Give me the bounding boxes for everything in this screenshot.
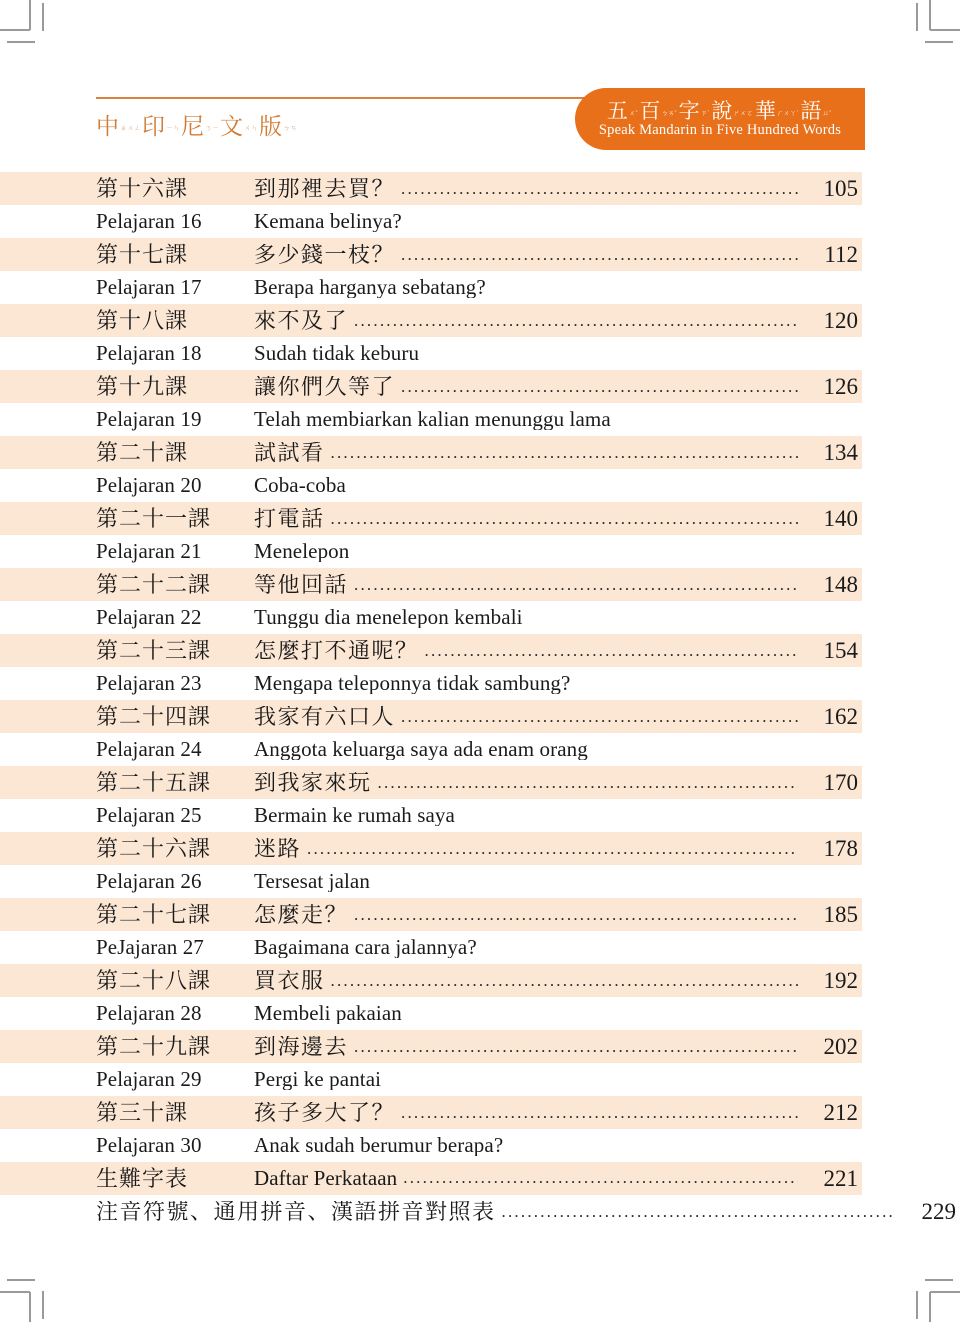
- toc-row-title-wrap: [254, 277, 960, 298]
- dot-leader: [378, 773, 798, 789]
- toc-row-label: Pelajaran 24: [96, 737, 202, 761]
- crop-mark-tl-v2: [42, 3, 44, 31]
- toc-row-label: 第十九課: [96, 373, 189, 399]
- crop-mark-tl-v: [29, 0, 31, 30]
- toc-row-title-wrap: [254, 838, 802, 860]
- dot-leader: [401, 179, 798, 195]
- toc-row[interactable]: [0, 865, 960, 898]
- toc-row-label: Pelajaran 29: [96, 1067, 202, 1091]
- toc-row[interactable]: [0, 931, 960, 964]
- toc-row-title: 怎麼打不通呢？: [254, 639, 419, 662]
- crop-mark-tl-h: [0, 29, 30, 31]
- toc-row-label: Pelajaran 21: [96, 539, 202, 563]
- toc-row-title: 打電話: [254, 507, 325, 530]
- toc-row-title-wrap: [254, 343, 960, 364]
- toc-row-title-wrap: [254, 574, 802, 596]
- toc-row[interactable]: [0, 1129, 960, 1162]
- toc-row-title: Sudah tidak keburu: [254, 343, 420, 364]
- toc-row[interactable]: [0, 1096, 862, 1129]
- toc-row[interactable]: [0, 1162, 862, 1195]
- bopomofo-ruby: ㄅㄢ: [283, 124, 297, 132]
- toc-row-label: 第二十課: [96, 439, 189, 465]
- crop-mark-tr-v: [929, 0, 931, 30]
- dot-leader: [354, 905, 798, 921]
- crop-mark-tr-h: [930, 29, 960, 31]
- toc-row-label: PeJajaran 27: [96, 935, 204, 959]
- toc-row-title: Tunggu dia menelepon kembali: [254, 607, 523, 628]
- han-character: 字: [678, 99, 700, 123]
- toc-row[interactable]: [0, 799, 960, 832]
- toc-row-title: 到那裡去買？: [254, 177, 396, 200]
- dot-leader: [331, 443, 798, 459]
- toc-row-title-wrap: [254, 772, 802, 794]
- toc-row[interactable]: [0, 832, 862, 865]
- toc-row[interactable]: [0, 535, 960, 568]
- toc-row-label: 第十八課: [96, 307, 189, 333]
- toc-row-title: 買衣服: [254, 969, 325, 992]
- toc-row[interactable]: [0, 370, 862, 403]
- toc-row-title-wrap: [254, 937, 960, 958]
- toc-row-title-wrap: [254, 871, 960, 892]
- toc-page-number: 212: [823, 1100, 858, 1125]
- toc-row-title-wrap: [254, 1168, 802, 1189]
- toc-row-title-wrap: [254, 1069, 960, 1090]
- toc-row-label: 第十七課: [96, 241, 189, 267]
- toc-row-label: 第二十八課: [96, 967, 212, 993]
- bopomofo-ruby: ㄧㄣ: [166, 124, 180, 132]
- dot-leader: [354, 1037, 798, 1053]
- toc-row-title: Menelepon: [254, 541, 350, 562]
- crop-mark-bl-v2: [42, 1291, 44, 1319]
- toc-row-title: 到我家來玩: [254, 771, 372, 794]
- toc-row-title: 讓你們久等了: [254, 375, 396, 398]
- banner-title-chinese: [575, 95, 865, 125]
- toc-page-number: 192: [823, 968, 858, 993]
- bopomofo-ruby: ㄨˇ: [628, 110, 638, 117]
- toc-row-title-wrap: [254, 508, 802, 530]
- toc-row-title: 來不及了: [254, 309, 349, 332]
- toc-row-label: Pelajaran 19: [96, 407, 202, 431]
- toc-page-number: 185: [823, 902, 858, 927]
- toc-row[interactable]: [0, 304, 862, 337]
- toc-row-label: Pelajaran 20: [96, 473, 202, 497]
- toc-row-title: 孩子多大了？: [254, 1101, 396, 1124]
- toc-row-title-wrap: [254, 442, 802, 464]
- toc-page-number: 229: [921, 1199, 956, 1224]
- crop-mark-tr-v2: [916, 3, 918, 31]
- toc-page-number: 140: [823, 506, 858, 531]
- toc-row-title: Mengapa teleponnya tidak sambung?: [254, 673, 571, 694]
- han-character: 語: [800, 99, 822, 123]
- toc-row-title: Daftar Perkataan: [254, 1168, 398, 1189]
- toc-row-title: 多少錢一枝？: [254, 243, 396, 266]
- toc-page-number: 105: [823, 176, 858, 201]
- toc-row[interactable]: [0, 733, 960, 766]
- toc-row-title-wrap: [254, 244, 802, 266]
- toc-row-title-wrap: [254, 475, 960, 496]
- toc-row[interactable]: [0, 436, 862, 469]
- han-character: 文: [220, 114, 244, 139]
- crop-mark-br-v: [929, 1292, 931, 1322]
- banner-title-english: Speak Mandarin in Five Hundred Words: [598, 122, 842, 138]
- toc-row-title: Pergi ke pantai: [254, 1069, 382, 1090]
- han-character: 印: [142, 114, 166, 139]
- toc-row-label: Pelajaran 25: [96, 803, 202, 827]
- toc-row[interactable]: [0, 271, 960, 304]
- bopomofo-ruby: ㄏㄨㄚˊ: [776, 110, 799, 117]
- toc-row-label: Pelajaran 23: [96, 671, 202, 695]
- toc-row-title-wrap: [254, 1036, 802, 1058]
- edition-label: [96, 108, 298, 141]
- toc-row-title-wrap: [254, 1003, 960, 1024]
- toc-row-title-wrap: [254, 904, 802, 926]
- toc-row[interactable]: [0, 700, 862, 733]
- toc-row-label: 第十六課: [96, 175, 189, 201]
- dot-leader: [425, 641, 798, 657]
- toc-row-title-wrap: [254, 739, 960, 760]
- toc-row[interactable]: [0, 1063, 960, 1096]
- toc-row[interactable]: [0, 601, 960, 634]
- toc-row-label: 生難字表: [96, 1165, 189, 1191]
- han-character: 五: [606, 99, 628, 123]
- toc-row-title: 怎麼走？: [254, 903, 349, 926]
- bopomofo-ruby: ㄗˋ: [700, 110, 710, 117]
- toc-page-number: 178: [823, 836, 858, 861]
- toc-row[interactable]: [0, 205, 960, 238]
- toc-row-title: 迷路: [254, 837, 302, 860]
- dot-leader: [403, 1168, 798, 1184]
- toc-row-title-wrap: [254, 409, 960, 430]
- crop-mark-bl-h: [0, 1291, 30, 1293]
- toc-row-title: Kemana belinya?: [254, 211, 402, 232]
- toc-row[interactable]: [0, 568, 862, 601]
- dot-leader: [307, 839, 798, 855]
- toc-row-title: 我家有六口人: [254, 705, 396, 728]
- bopomofo-ruby: ㄋㄧ: [205, 124, 219, 132]
- toc-row[interactable]: [0, 634, 862, 667]
- toc-row-title-wrap: [254, 640, 802, 662]
- toc-row-label: 第二十二課: [96, 571, 212, 597]
- toc-row-label: 第二十五課: [96, 769, 212, 795]
- crop-mark-br-h2: [925, 1279, 953, 1281]
- toc-row[interactable]: [0, 403, 960, 436]
- toc-row-title: 到海邊去: [254, 1035, 349, 1058]
- toc-row[interactable]: [0, 502, 862, 535]
- toc-row-title-wrap: [254, 1102, 802, 1124]
- dot-leader: [401, 245, 798, 261]
- bopomofo-ruby: ㄕㄨㄛ: [733, 110, 753, 117]
- toc-row[interactable]: [0, 997, 960, 1030]
- han-character: 版: [259, 114, 283, 139]
- bopomofo-ruby: ㄩˇ: [822, 110, 832, 117]
- dot-leader: [354, 575, 798, 591]
- toc-row-title-wrap: [254, 376, 802, 398]
- han-character: 華: [754, 99, 776, 123]
- toc-row[interactable]: [0, 1195, 960, 1228]
- toc-row[interactable]: [0, 964, 862, 997]
- crop-mark-tr-h2: [925, 41, 953, 43]
- dot-leader: [401, 707, 798, 723]
- toc-row-title: Telah membiarkan kalian menunggu lama: [254, 409, 611, 430]
- toc-row-label: Pelajaran 28: [96, 1001, 202, 1025]
- crop-mark-bl-h2: [7, 1279, 35, 1281]
- toc-row-title: Coba-coba: [254, 475, 346, 496]
- toc-row-title: Anak sudah berumur berapa?: [254, 1135, 504, 1156]
- toc-row-title-wrap: [254, 541, 960, 562]
- toc-row-title-wrap: [254, 211, 960, 232]
- toc-page-number: 134: [823, 440, 858, 465]
- toc-page-number: 112: [824, 242, 858, 267]
- toc-row-title-wrap: [254, 1135, 960, 1156]
- dot-leader: [331, 509, 798, 525]
- toc-row-title: 試試看: [254, 441, 325, 464]
- table-of-contents: [0, 172, 960, 1228]
- dot-leader: [401, 1103, 798, 1119]
- toc-row[interactable]: [0, 898, 862, 931]
- toc-row-label: Pelajaran 26: [96, 869, 202, 893]
- toc-row[interactable]: [0, 766, 862, 799]
- toc-row-label: 第二十九課: [96, 1033, 212, 1059]
- toc-row-label: 第三十課: [96, 1099, 189, 1125]
- page-header: [0, 88, 960, 158]
- toc-page-number: 162: [823, 704, 858, 729]
- toc-page-number: 126: [823, 374, 858, 399]
- toc-row-label: 第二十一課: [96, 505, 212, 531]
- toc-row-title-wrap: [254, 310, 802, 332]
- crop-mark-br-h: [930, 1291, 960, 1293]
- toc-row[interactable]: [0, 337, 960, 370]
- crop-mark-tl-h2: [7, 41, 35, 43]
- header-rule: [96, 97, 616, 99]
- toc-row-label: Pelajaran 30: [96, 1133, 202, 1157]
- toc-row-title: Anggota keluarga saya ada enam orang: [254, 739, 588, 760]
- toc-row[interactable]: [0, 469, 960, 502]
- toc-row-label: Pelajaran 17: [96, 275, 202, 299]
- toc-page-number: 202: [823, 1034, 858, 1059]
- toc-row-title: Bermain ke rumah saya: [254, 805, 455, 826]
- toc-row-title: Bagaimana cara jalannya?: [254, 937, 477, 958]
- toc-row[interactable]: [0, 1030, 862, 1063]
- toc-row-title-wrap: [254, 805, 960, 826]
- toc-row-label: 第二十三課: [96, 637, 212, 663]
- toc-row-title: Tersesat jalan: [254, 871, 370, 892]
- toc-row-label: Pelajaran 16: [96, 209, 202, 233]
- bopomofo-ruby: ㄓㄨㄥ: [120, 124, 141, 132]
- toc-row-title-wrap: [254, 970, 802, 992]
- toc-row-label: Pelajaran 22: [96, 605, 202, 629]
- toc-row[interactable]: [0, 238, 862, 271]
- toc-row-title-wrap: [254, 673, 960, 694]
- toc-page-number: 154: [823, 638, 858, 663]
- toc-page-number: 221: [823, 1166, 858, 1191]
- toc-row-title: 注音符號、通用拼音、漢語拼音對照表: [96, 1200, 496, 1223]
- toc-page-number: 170: [823, 770, 858, 795]
- toc-row-title: Membeli pakaian: [254, 1003, 402, 1024]
- toc-row-title-wrap: [96, 1201, 900, 1223]
- han-character: 說: [711, 99, 733, 123]
- han-character: 百: [639, 99, 661, 123]
- toc-row[interactable]: [0, 667, 960, 700]
- series-banner: [575, 88, 865, 150]
- crop-mark-br-v2: [916, 1291, 918, 1319]
- dot-leader: [401, 377, 798, 393]
- toc-row-title: 等他回話: [254, 573, 349, 596]
- toc-row-label: 第二十六課: [96, 835, 212, 861]
- toc-page-number: 120: [823, 308, 858, 333]
- toc-row[interactable]: [0, 172, 862, 205]
- toc-row-title: Berapa harganya sebatang?: [254, 277, 486, 298]
- bopomofo-ruby: ㄨㄣ: [244, 124, 258, 132]
- dot-leader: [354, 311, 798, 327]
- crop-mark-bl-v: [29, 1292, 31, 1322]
- toc-row-title-wrap: [254, 706, 802, 728]
- toc-row-title-wrap: [254, 607, 960, 628]
- toc-row-label: 第二十四課: [96, 703, 212, 729]
- toc-page-number: 148: [823, 572, 858, 597]
- dot-leader: [331, 971, 798, 987]
- toc-row-title-wrap: [254, 178, 802, 200]
- dot-leader: [502, 1202, 896, 1218]
- han-character: 尼: [181, 114, 205, 139]
- bopomofo-ruby: ㄅㄞˇ: [661, 110, 677, 117]
- toc-row-label: 第二十七課: [96, 901, 212, 927]
- han-character: 中: [96, 114, 120, 139]
- toc-row-label: Pelajaran 18: [96, 341, 202, 365]
